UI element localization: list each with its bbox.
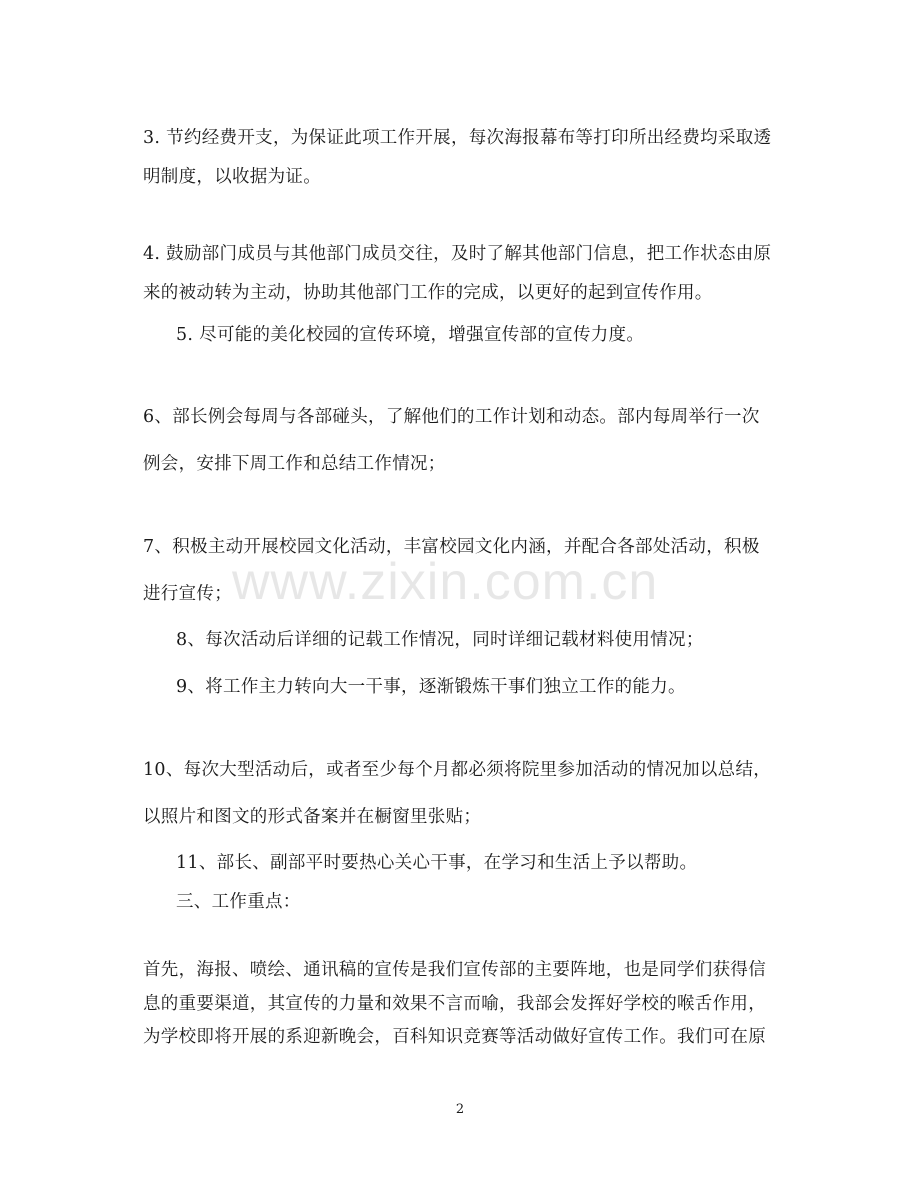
paragraph-line-3a: 3. 节约经费开支，为保证此项工作开展，每次海报幕布等打印所出经费均采取透 (143, 128, 772, 148)
paragraph-line-9: 9、将工作主力转向大一干事，逐渐锻炼干事们独立工作的能力。 (176, 677, 686, 697)
paragraph-line-5: 5. 尽可能的美化校园的宣传环境，增强宣传部的宣传力度。 (176, 325, 645, 345)
paragraph-line-11: 11、部长、副部平时要热心关心干事，在学习和生活上予以帮助。 (176, 853, 698, 873)
paragraph-line-12b: 息的重要渠道，其宣传的力量和效果不言而喻，我部会发挥好学校的喉舌作用， (143, 994, 766, 1014)
paragraph-line-4a: 4. 鼓励部门成员与其他部门成员交往，及时了解其他部门信息，把工作状态由原 (143, 244, 772, 264)
page-number: 2 (455, 1102, 465, 1117)
section-heading: 三、工作重点： (176, 892, 301, 912)
paragraph-line-6b: 例会，安排下周工作和总结工作情况； (143, 454, 446, 474)
paragraph-line-3b: 明制度，以收据为证。 (143, 167, 321, 187)
paragraph-line-10a: 10、每次大型活动后，或者至少每个月都必须将院里参加活动的情况加以总结， (143, 760, 772, 780)
paragraph-line-7a: 7、积极主动开展校园文化活动，丰富校园文化内涵，并配合各部处活动，积极 (143, 537, 760, 557)
paragraph-line-7b: 进行宣传； (143, 584, 232, 604)
paragraph-line-12c: 为学校即将开展的系迎新晚会，百科知识竞赛等活动做好宣传工作。我们可在原 (143, 1027, 766, 1047)
paragraph-line-4b: 来的被动转为主动，协助其他部门工作的完成，以更好的起到宣传作用。 (143, 283, 713, 303)
paragraph-line-6a: 6、部长例会每周与各部碰头，了解他们的工作计划和动态。部内每周举行一次 (143, 407, 760, 427)
paragraph-line-8: 8、每次活动后详细的记载工作情况，同时详细记载材料使用情况； (176, 630, 704, 650)
paragraph-line-10b: 以照片和图文的形式备案并在橱窗里张贴； (143, 807, 482, 827)
watermark: www.zixin.com.cn (232, 553, 659, 611)
paragraph-line-12a: 首先，海报、喷绘、通讯稿的宣传是我们宣传部的主要阵地，也是同学们获得信 (143, 960, 766, 980)
